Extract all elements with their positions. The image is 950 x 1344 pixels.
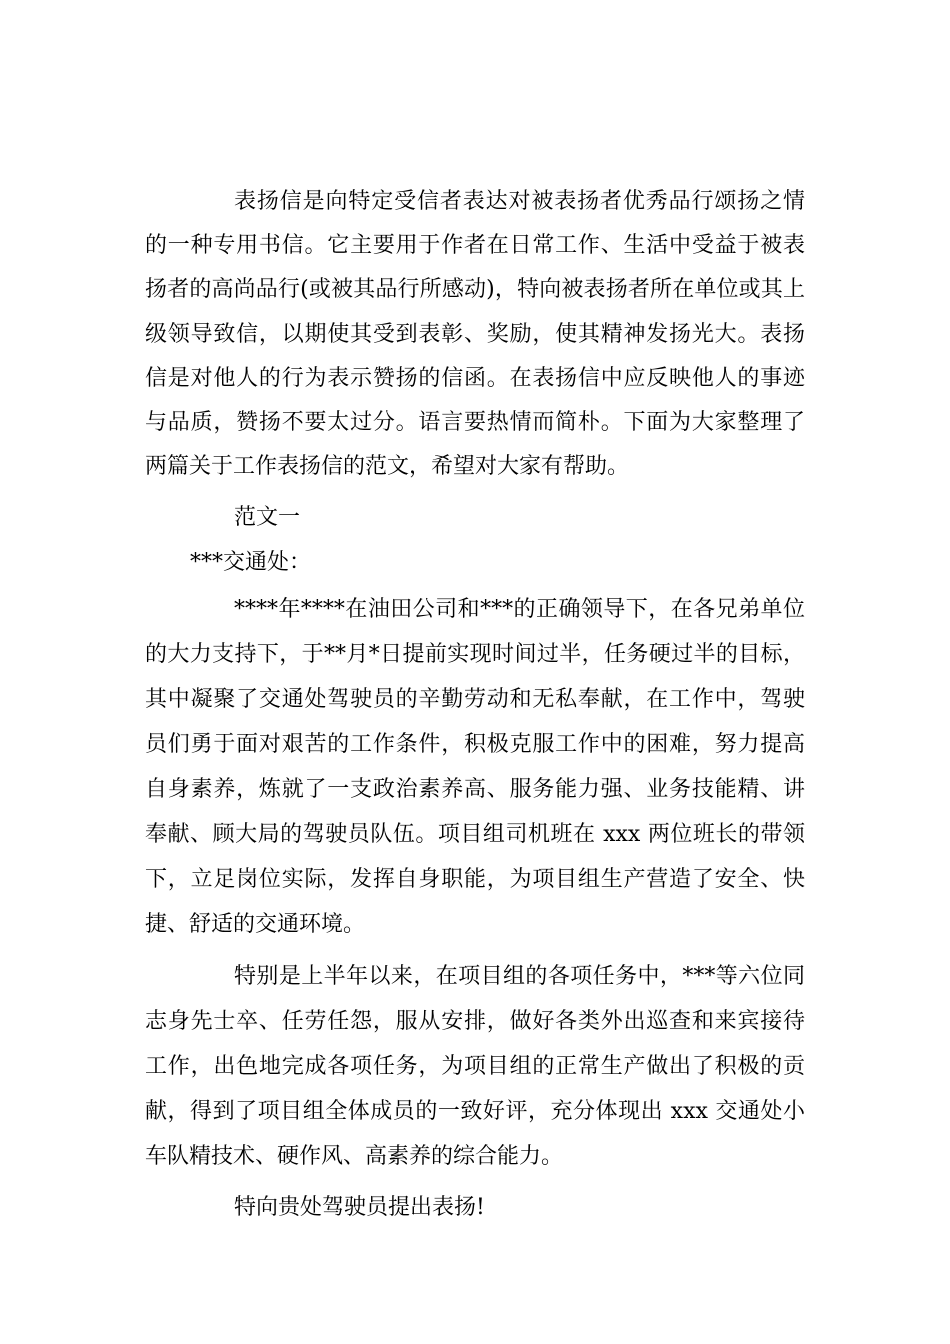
closing-line: 特向贵处驾驶员提出表扬! bbox=[234, 1195, 485, 1220]
paragraph-line: 员们勇于面对艰苦的工作条件，积极克服工作中的困难，努力提高 bbox=[145, 732, 805, 757]
paragraph-line: 志身先士卒、任劳任怨，服从安排，做好各类外出巡查和来宾接待 bbox=[145, 1009, 805, 1034]
salutation: ***交通处： bbox=[190, 550, 312, 575]
paragraph-line: 工作，出色地完成各项任务，为项目组的正常生产做出了积极的贡 bbox=[145, 1054, 805, 1079]
intro-line: 级领导致信，以期使其受到表彰、奖励，使其精神发扬光大。表扬 bbox=[145, 322, 805, 347]
intro-line: 信是对他人的行为表示赞扬的信函。在表扬信中应反映他人的事迹 bbox=[145, 366, 805, 391]
paragraph-line: 献，得到了项目组全体成员的一致好评，充分体现出 xxx 交通处小 bbox=[145, 1099, 805, 1124]
intro-line: 表扬信是向特定受信者表达对被表扬者优秀品行颂扬之情 bbox=[234, 189, 805, 214]
intro-line: 的一种专用书信。它主要用于作者在日常工作、生活中受益于被表 bbox=[145, 233, 805, 258]
intro-line: 两篇关于工作表扬信的范文，希望对大家有帮助。 bbox=[145, 454, 630, 479]
paragraph-line: 其中凝聚了交通处驾驶员的辛勤劳动和无私奉献，在工作中，驾驶 bbox=[145, 687, 805, 712]
paragraph-line: 捷、舒适的交通环境。 bbox=[145, 912, 366, 937]
paragraph-line: 特别是上半年以来，在项目组的各项任务中，***等六位同 bbox=[234, 964, 805, 989]
paragraph-line: 车队精技术、硬作风、高素养的综合能力。 bbox=[145, 1144, 564, 1169]
paragraph-line: 奉献、顾大局的驾驶员队伍。项目组司机班在 xxx 两位班长的带领 bbox=[145, 822, 805, 847]
intro-line: 与品质，赞扬不要太过分。语言要热情而简朴。下面为大家整理了 bbox=[145, 410, 805, 435]
sample-heading: 范文一 bbox=[234, 505, 301, 530]
intro-line: 扬者的高尚品行(或被其品行所感动)，特向被表扬者所在单位或其上 bbox=[145, 277, 805, 302]
paragraph-line: 下，立足岗位实际，发挥自身职能，为项目组生产营造了安全、快 bbox=[145, 867, 805, 892]
paragraph-line: 自身素养，炼就了一支政治素养高、服务能力强、业务技能精、讲 bbox=[145, 777, 805, 802]
paragraph-line: ****年****在油田公司和***的正确领导下，在各兄弟单位 bbox=[234, 597, 805, 622]
paragraph-line: 的大力支持下，于**月*日提前实现时间过半，任务硬过半的目标， bbox=[145, 642, 805, 667]
